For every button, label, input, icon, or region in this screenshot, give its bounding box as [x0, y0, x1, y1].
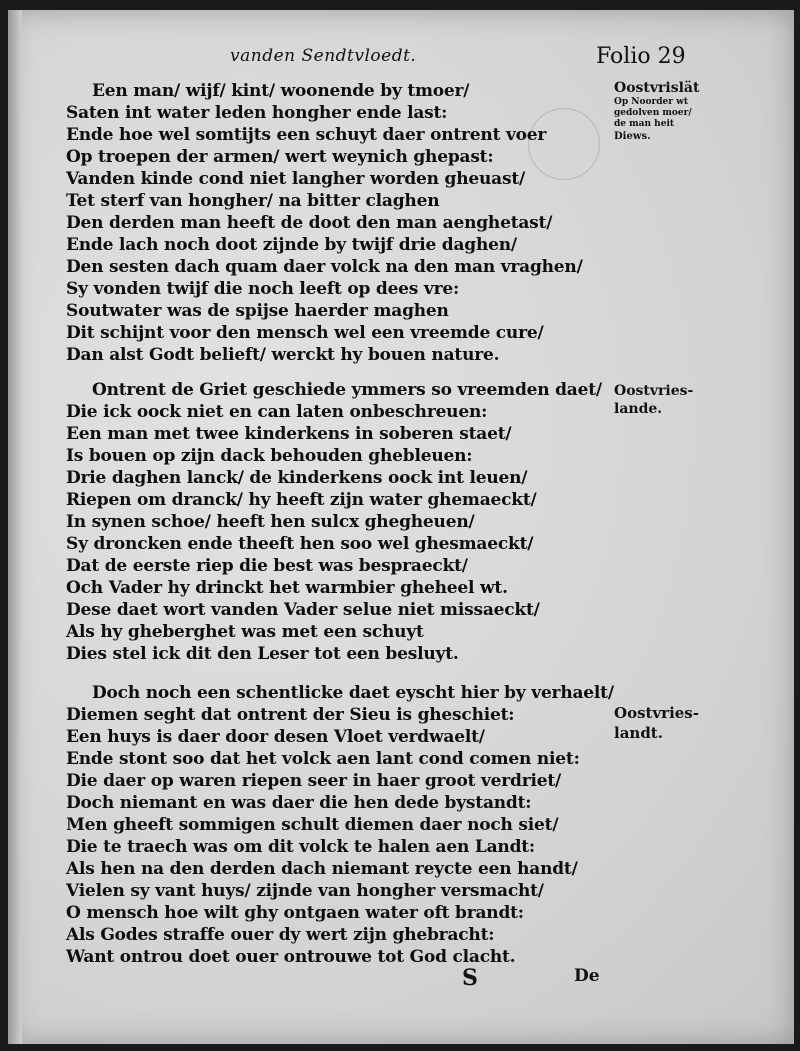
verse-line: Een man/ wijf/ kint/ woonende by tmoer/ [92, 81, 470, 101]
verse-line: Is bouen op zijn dack behouden ghebleuen: [66, 446, 473, 466]
verse-line: Saten int water leden hongher ende last: [66, 103, 448, 123]
verse-line: Als hen na den derden dach niemant reycte een handt/ [66, 859, 578, 879]
margin-note-line: landt. [614, 724, 663, 742]
running-head: vanden Sendtvloedt. [230, 46, 417, 66]
verse-line: Drie daghen lanck/ de kinderkens oock int leuen/ [66, 468, 528, 488]
signature-mark: S [462, 965, 478, 991]
verse-line: Dan alst Godt belieft/ werckt hy bouen nature. [66, 345, 500, 365]
verse-line: Want ontrou doet ouer ontrouwe tot God clacht. [66, 947, 516, 967]
verse-line: Dat de eerste riep die best was bespraeckt/ [66, 556, 468, 576]
verse-line: Ontrent de Griet geschiede ymmers so vreemden daet/ [92, 380, 602, 400]
verse-line: O mensch hoe wilt ghy ontgaen water oft brandt: [66, 903, 524, 923]
catchword: De [574, 966, 600, 986]
verse-line: Ende hoe wel somtijts een schuyt daer ontrent voer [66, 125, 547, 145]
stanza-1 [66, 80, 583, 366]
verse-line: Men gheeft sommigen schult diemen daer noch siet/ [66, 815, 559, 835]
verse-line: Doch noch een schentlicke daet eyscht hier by verhaelt/ [92, 683, 614, 703]
margin-note-line: de man heit [614, 119, 675, 129]
verse-line: Ende stont soo dat het volck aen lant cond comen niet: [66, 749, 580, 769]
book-page [8, 10, 794, 1044]
verse-line: Doch niemant en was daer die hen dede bystandt: [66, 793, 532, 813]
margin-note-line: Diews. [614, 131, 651, 142]
verse-line: Soutwater was de spijse haerder maghen [66, 301, 449, 321]
folio-number: Folio 29 [596, 44, 686, 69]
margin-note-3 [614, 703, 699, 743]
verse-line: Die te traech was om dit volck te halen aen Landt: [66, 837, 535, 857]
verse-line: Sy vonden twijf die noch leeft op dees vre: [66, 279, 460, 299]
verse-line: Ende lach noch doot zijnde by twijf drie daghen/ [66, 235, 517, 255]
page-gutter [8, 10, 22, 1044]
verse-line: Dit schijnt voor den mensch wel een vreemde cure/ [66, 323, 544, 343]
verse-line: Dies stel ick dit den Leser tot een besluyt. [66, 644, 459, 664]
margin-note-line: Op Noorder wt [614, 97, 689, 107]
verse-line: Dese daet wort vanden Vader selue niet missaeckt/ [66, 600, 540, 620]
verse-line: Och Vader hy drinckt het warmbier gheheel wt. [66, 578, 508, 598]
margin-note-line: gedolven moer/ [614, 108, 692, 118]
stanza-3 [66, 682, 614, 968]
verse-line: Die ick oock niet en can laten onbeschreuen: [66, 402, 488, 422]
verse-line: Een huys is daer door desen Vloet verdwaelt/ [66, 727, 485, 747]
verse-line: Tet sterf van hongher/ na bitter claghen [66, 191, 440, 211]
margin-note-line: Oostvries- [614, 704, 699, 722]
verse-line: Een man met twee kinderkens in soberen staet/ [66, 424, 512, 444]
margin-note-2 [614, 382, 693, 418]
verse-line: Den derden man heeft de doot den man aenghetast/ [66, 213, 553, 233]
margin-note-line: lande. [614, 401, 663, 417]
verse-line: Vanden kinde cond niet langher worden gheuast/ [66, 169, 526, 189]
verse-line: Sy droncken ende theeft hen soo wel ghesmaeckt/ [66, 534, 534, 554]
verse-line: Op troepen der armen/ wert weynich ghepast: [66, 147, 494, 167]
verse-line: Die daer op waren riepen seer in haer groot verdriet/ [66, 771, 561, 791]
margin-note-line: Oostvrislät [614, 80, 700, 96]
verse-line: Als hy gheberghet was met een schuyt [66, 622, 424, 642]
verse-line: Als Godes straffe ouer dy wert zijn ghebracht: [66, 925, 495, 945]
stanza-2 [66, 379, 602, 665]
verse-line: Den sesten dach quam daer volck na den man vraghen/ [66, 257, 583, 277]
verse-line: Riepen om dranck/ hy heeft zijn water ghemaeckt/ [66, 490, 537, 510]
margin-note-1 [614, 80, 699, 143]
verse-line: In synen schoe/ heeft hen sulcx ghegheuen/ [66, 512, 475, 532]
verse-line: Diemen seght dat ontrent der Sieu is gheschiet: [66, 705, 515, 725]
verse-line: Vielen sy vant huys/ zijnde van hongher versmacht/ [66, 881, 544, 901]
margin-note-line: Oostvries- [614, 383, 694, 399]
